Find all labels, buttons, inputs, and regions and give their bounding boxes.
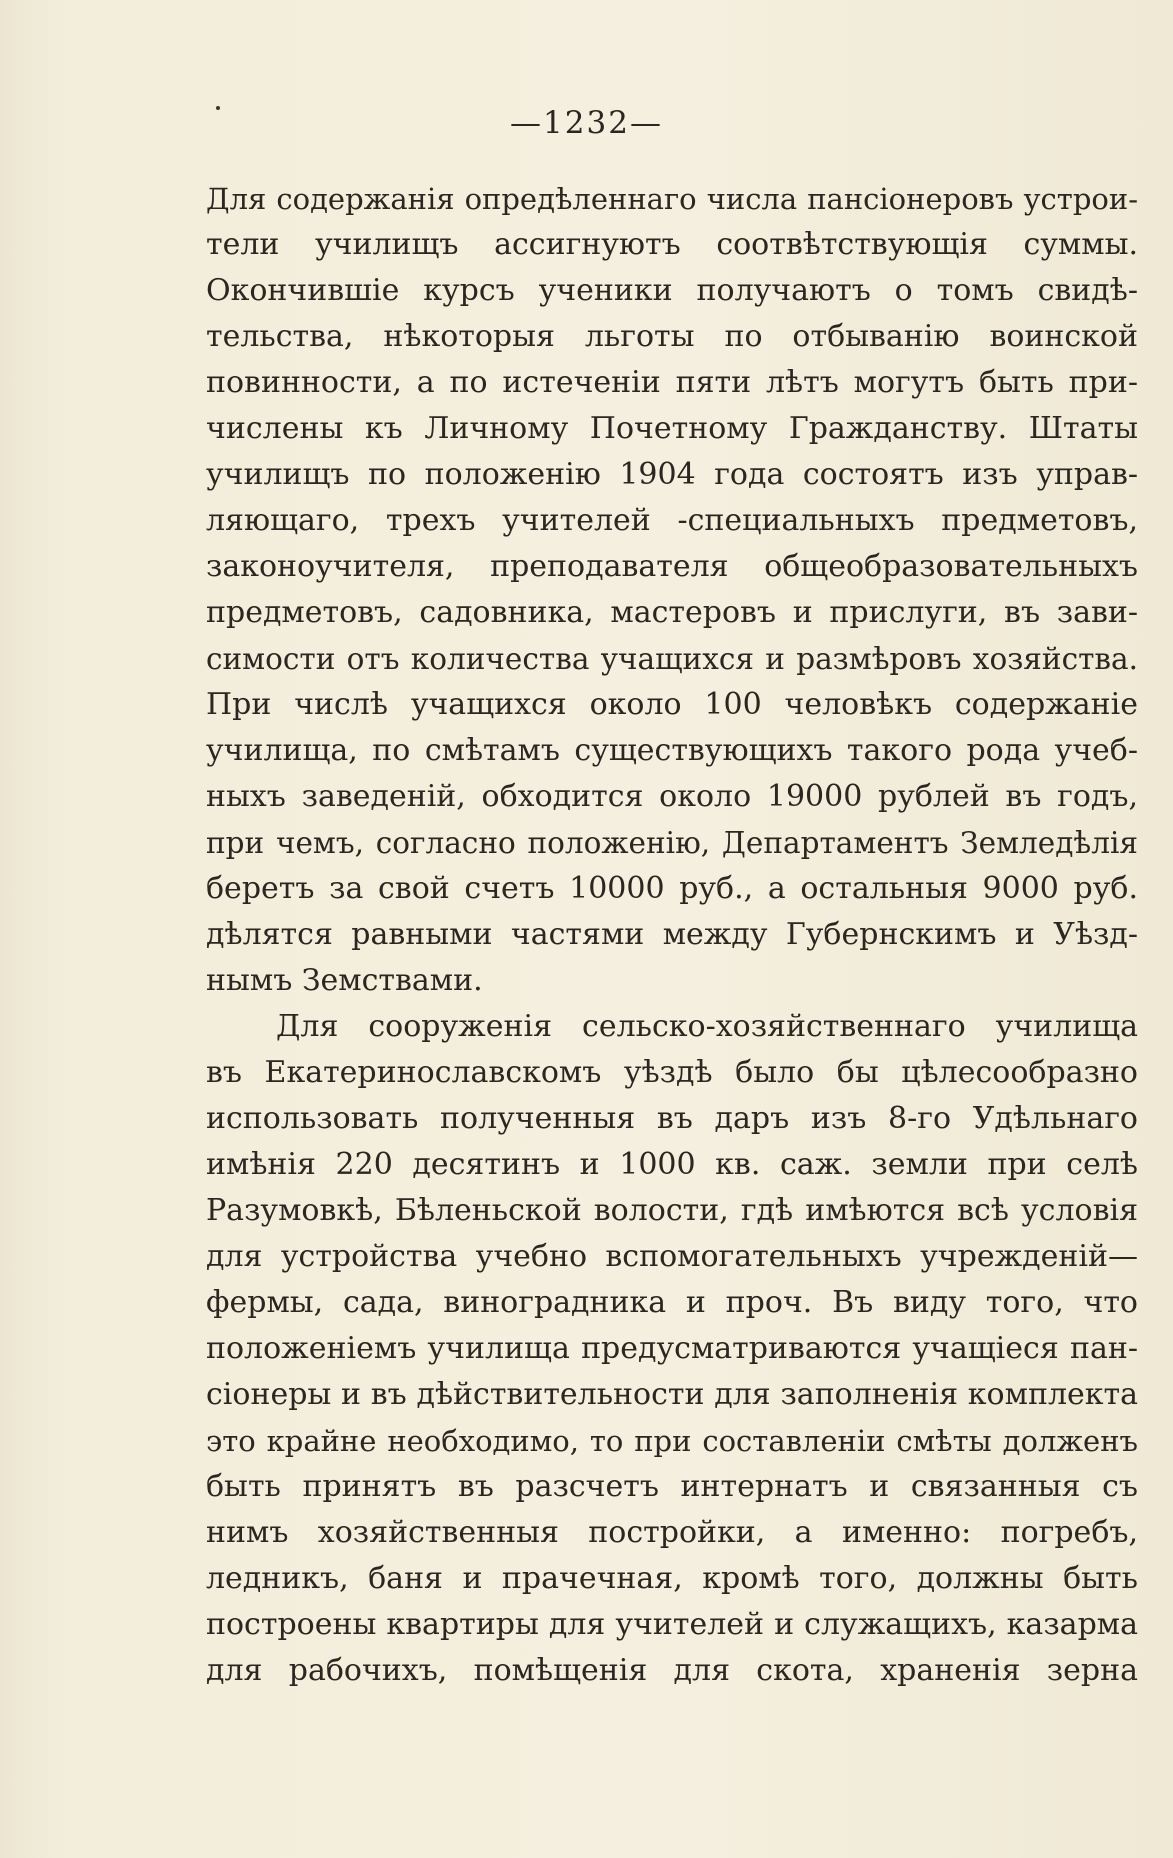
text-line: нимъ хозяйственныя постройки, а именно: погребъ, (206, 1515, 1138, 1550)
text-line: ляющаго, трехъ учителей -специальныхъ предметовъ, (206, 503, 1138, 538)
text-line: предметовъ, садовника, мастеровъ и прислуги, въ зави- (206, 595, 1138, 630)
text-line: быть принятъ въ разсчетъ интернатъ и связанныя съ (206, 1469, 1138, 1504)
text-line: симости отъ количества учащихся и размѣровъ хозяйства. (206, 642, 1138, 676)
text-line: училищъ по положенію 1904 года состоятъ изъ управ- (206, 457, 1138, 492)
text-line: использовать полученныя въ даръ изъ 8-го Удѣльнаго (206, 1101, 1138, 1136)
text-line: тели училищъ ассигнуютъ соотвѣтствующія суммы. (206, 227, 1138, 262)
text-line: Для содержанія опредѣленнаго числа пансіонеровъ устрои- (206, 182, 1138, 216)
text-line: при чемъ, согласно положенію, Департаментъ Земледѣлія (206, 826, 1138, 860)
text-line: ныхъ заведеній, обходится около 19000 рублей въ годъ, (206, 779, 1138, 814)
text-line: беретъ за свой счетъ 10000 руб., а остальныя 9000 руб. (206, 871, 1138, 906)
text-line: это крайне необходимо, то при составленіи смѣты долженъ (206, 1424, 1138, 1458)
text-line: повинности, а по истеченіи пяти лѣтъ могутъ быть при- (206, 365, 1138, 400)
text-line: сіонеры и въ дѣйствительности для заполненія комплекта (206, 1377, 1138, 1412)
body-text (206, 176, 1138, 1694)
text-line: училища, по смѣтамъ существующихъ такого рода учеб- (206, 733, 1138, 768)
text-line: При числѣ учащихся около 100 человѣкъ содержаніе (206, 687, 1138, 722)
text-line: законоучителя, преподавателя общеобразовательныхъ (206, 549, 1138, 584)
text-line: Разумовкѣ, Бѣленьской волости, гдѣ имѣются всѣ условія (206, 1193, 1138, 1228)
text-line: для рабочихъ, помѣщенія для скота, храненія зерна (206, 1653, 1138, 1688)
text-line-paragraph-start: Для сооруженія сельско-хозяйственнаго училища (276, 1009, 1138, 1044)
text-line: дѣлятся равными частями между Губернскимъ и Уѣзд- (206, 917, 1138, 952)
page-number: —1232— (510, 105, 663, 141)
text-line: тельства, нѣкоторыя льготы по отбыванію воинской (206, 319, 1138, 354)
text-line-paragraph-end: нымъ Земствами. (206, 963, 483, 998)
text-line: фермы, сада, виноградника и проч. Въ виду того, что (206, 1285, 1138, 1320)
text-line: построены квартиры для учителей и служащихъ, казарма (206, 1607, 1138, 1642)
text-line: въ Екатеринославскомъ уѣздѣ было бы цѣлесообразно (206, 1055, 1138, 1090)
text-line: имѣнія 220 десятинъ и 1000 кв. саж. земли при селѣ (206, 1147, 1138, 1182)
text-line: для устройства учебно вспомогательныхъ учрежденій— (206, 1239, 1138, 1274)
text-line: ледникъ, баня и прачечная, кромѣ того, должны быть (206, 1561, 1138, 1596)
text-line: положеніемъ училища предусматриваются учащіеся пан- (206, 1331, 1138, 1366)
text-line: числены къ Личному Почетному Гражданству. Штаты (206, 411, 1138, 446)
text-line: Окончившіе курсъ ученики получаютъ о томъ свидѣ- (206, 273, 1138, 308)
